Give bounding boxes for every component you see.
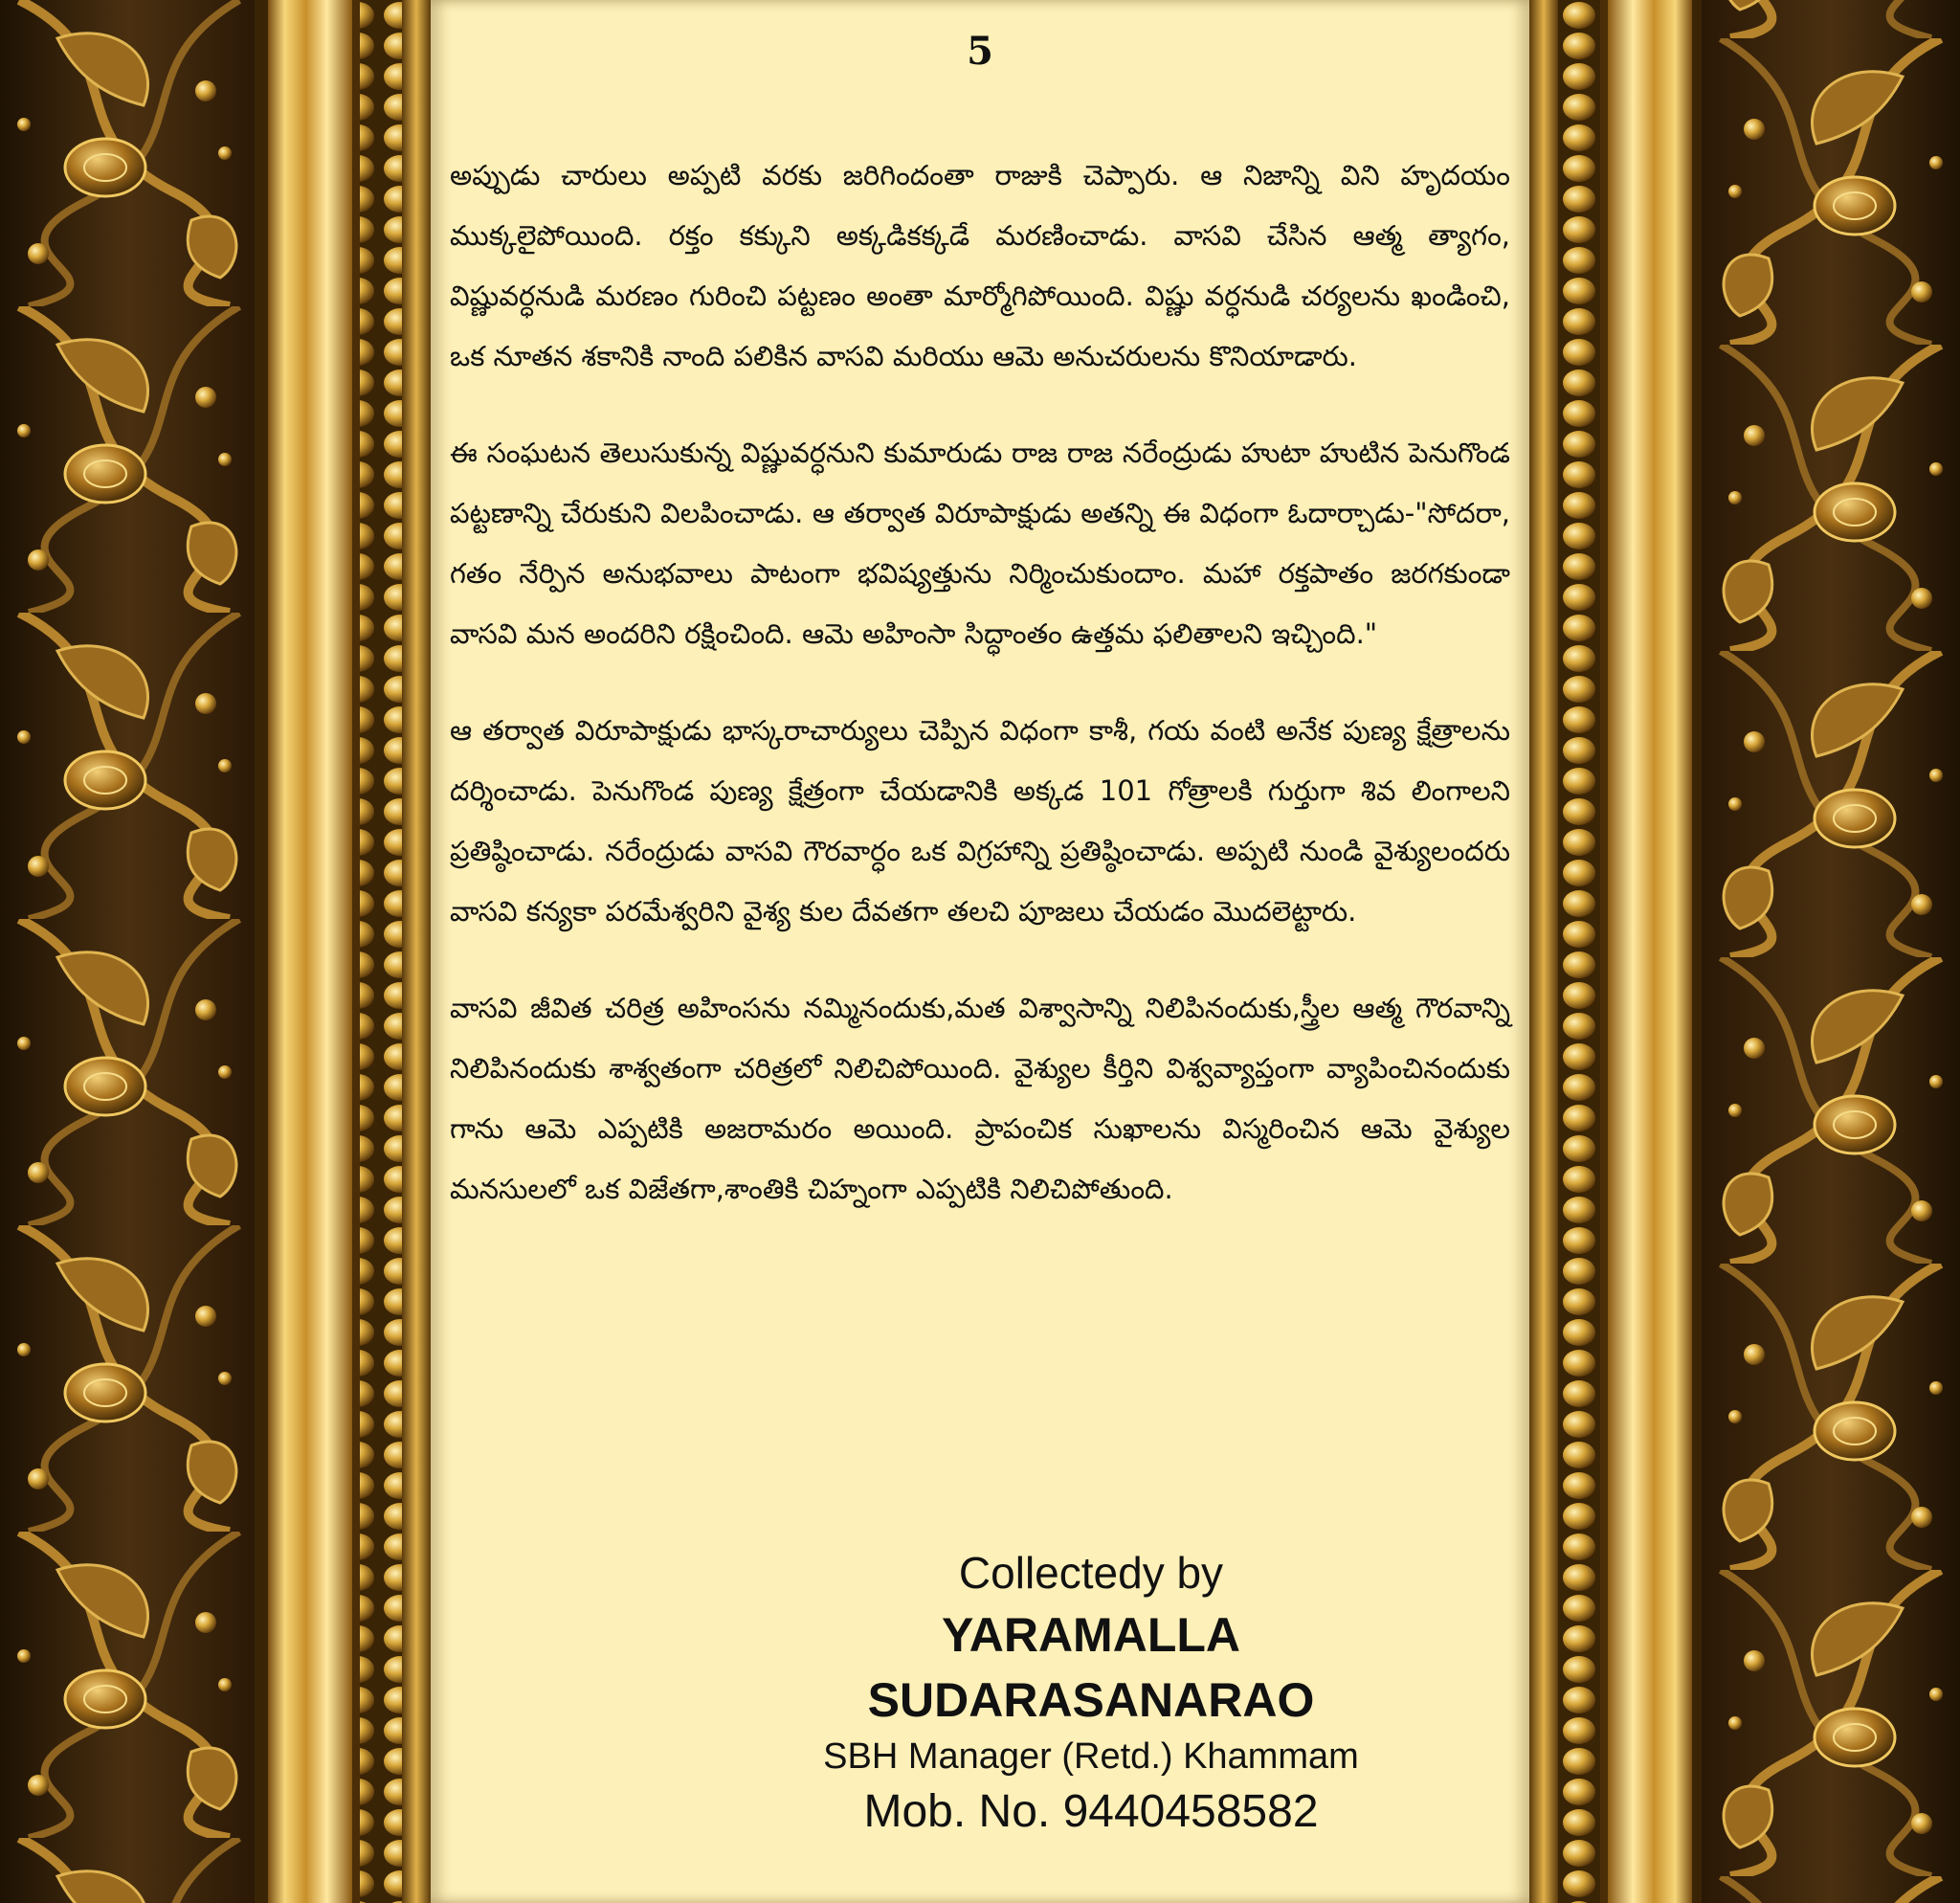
right-frame-art [1529,0,1960,1903]
content-panel [431,0,1529,1903]
author-designation: SBH Manager (Retd.) Khammam [823,1736,1359,1777]
paragraph-4: వాసవి జీవిత చరిత్ర అహింసను నమ్మినందుకు,మత విశ్వాసాన్ని నిలిపినందుకు,స్త్రీల ఆత్మ గౌరవాన్ని నిలిపినందుకు శాశ్వతంగా చరిత్రలో నిలిచిపోయింది. వైశ్యుల కీర్తిని విశ్వవ్యాప్తంగా వ్యాపించినందుకు గాను ఆమె ఎప్పటికి అజరామరం అయింది. ప్రాపంచిక సుఖాలను విస్మరించిన ఆమె వైశ్యుల మనసులలో ఒక విజేతగా,శాంతికి చిహ్నంగా ఎప్పటికి నిలిచిపోతుంది. [450,992,1510,1205]
body-text [450,146,1510,1256]
paragraph-1: అప్పుడు చారులు అప్పటి వరకు జరిగిందంతా రాజుకి చెప్పారు. ఆ నిజాన్ని విని హృదయం ముక్కలైపోయింది. రక్తం కక్కుని అక్కడికక్కడే మరణించాడు. వాసవి చేసిన ఆత్మ త్యాగం, విష్ణువర్ధనుడి మరణం గురించి పట్టణం అంతా మార్మోగిపోయింది. విష్ణు వర్ధనుడి చర్యలను ఖండించి, ఒక నూతన శకానికి నాంది పలికిన వాసవి మరియు ఆమె అనుచరులను కొనియాడారు. [450,159,1510,372]
left-frame-art [0,0,431,1903]
left-ornate-frame [0,0,431,1903]
paragraph-3: ఆ తర్వాత విరూపాక్షుడు భాస్కరాచార్యులు చెప్పిన విధంగా కాశీ, గయ వంటి అనేక పుణ్య క్షేత్రాలను దర్శించాడు. పెనుగొండ పుణ్య క్షేత్రంగా చేయడానికి అక్కడ 101 గోత్రాలకి గుర్తుగా శివ లింగాలని ప్రతిష్ఠించాడు. నరేంద్రుడు వాసవి గౌరవార్ధం ఒక విగ్రహాన్ని ప్రతిష్ఠించాడు. అప్పటి నుండి వైశ్యులందరు వాసవి కన్యకా పరమేశ్వరిని వైశ్య కుల దేవతగా తలచి పూజలు చేయడం మొదలెట్టారు. [450,714,1510,928]
author-name: YARAMALLA SUDARASANARAO [867,1608,1315,1727]
right-ornate-frame [1529,0,1960,1903]
paragraph-2: ఈ సంఘటన తెలుసుకున్న విష్ణువర్ధనుని కుమారుడు రాజ రాజ నరేంద్రుడు హుటా హుటిన పెనుగొండ పట్టణాన్ని చేరుకుని విలపించాడు. ఆ తర్వాత విరూపాక్షుడు అతన్ని ఈ విధంగా ఓదార్చాడు-"సోదరా, గతం నేర్పిన అనుభవాలు పాటంగా భవిష్యత్తును నిర్మించుకుందాం. మహా రక్తపాతం జరగకుండా వాసవి మన అందరిని రక్షించింది. ఆమె అహింసా సిద్ధాంతం ఉత్తమ ఫలితాలని ఇచ్చింది." [450,437,1510,650]
collected-by-label: Collectedy by [958,1548,1224,1598]
credits-block [746,1543,1436,1844]
author-phone: Mob. No. 9440458582 [863,1786,1319,1837]
page-number: 5 [967,29,993,74]
